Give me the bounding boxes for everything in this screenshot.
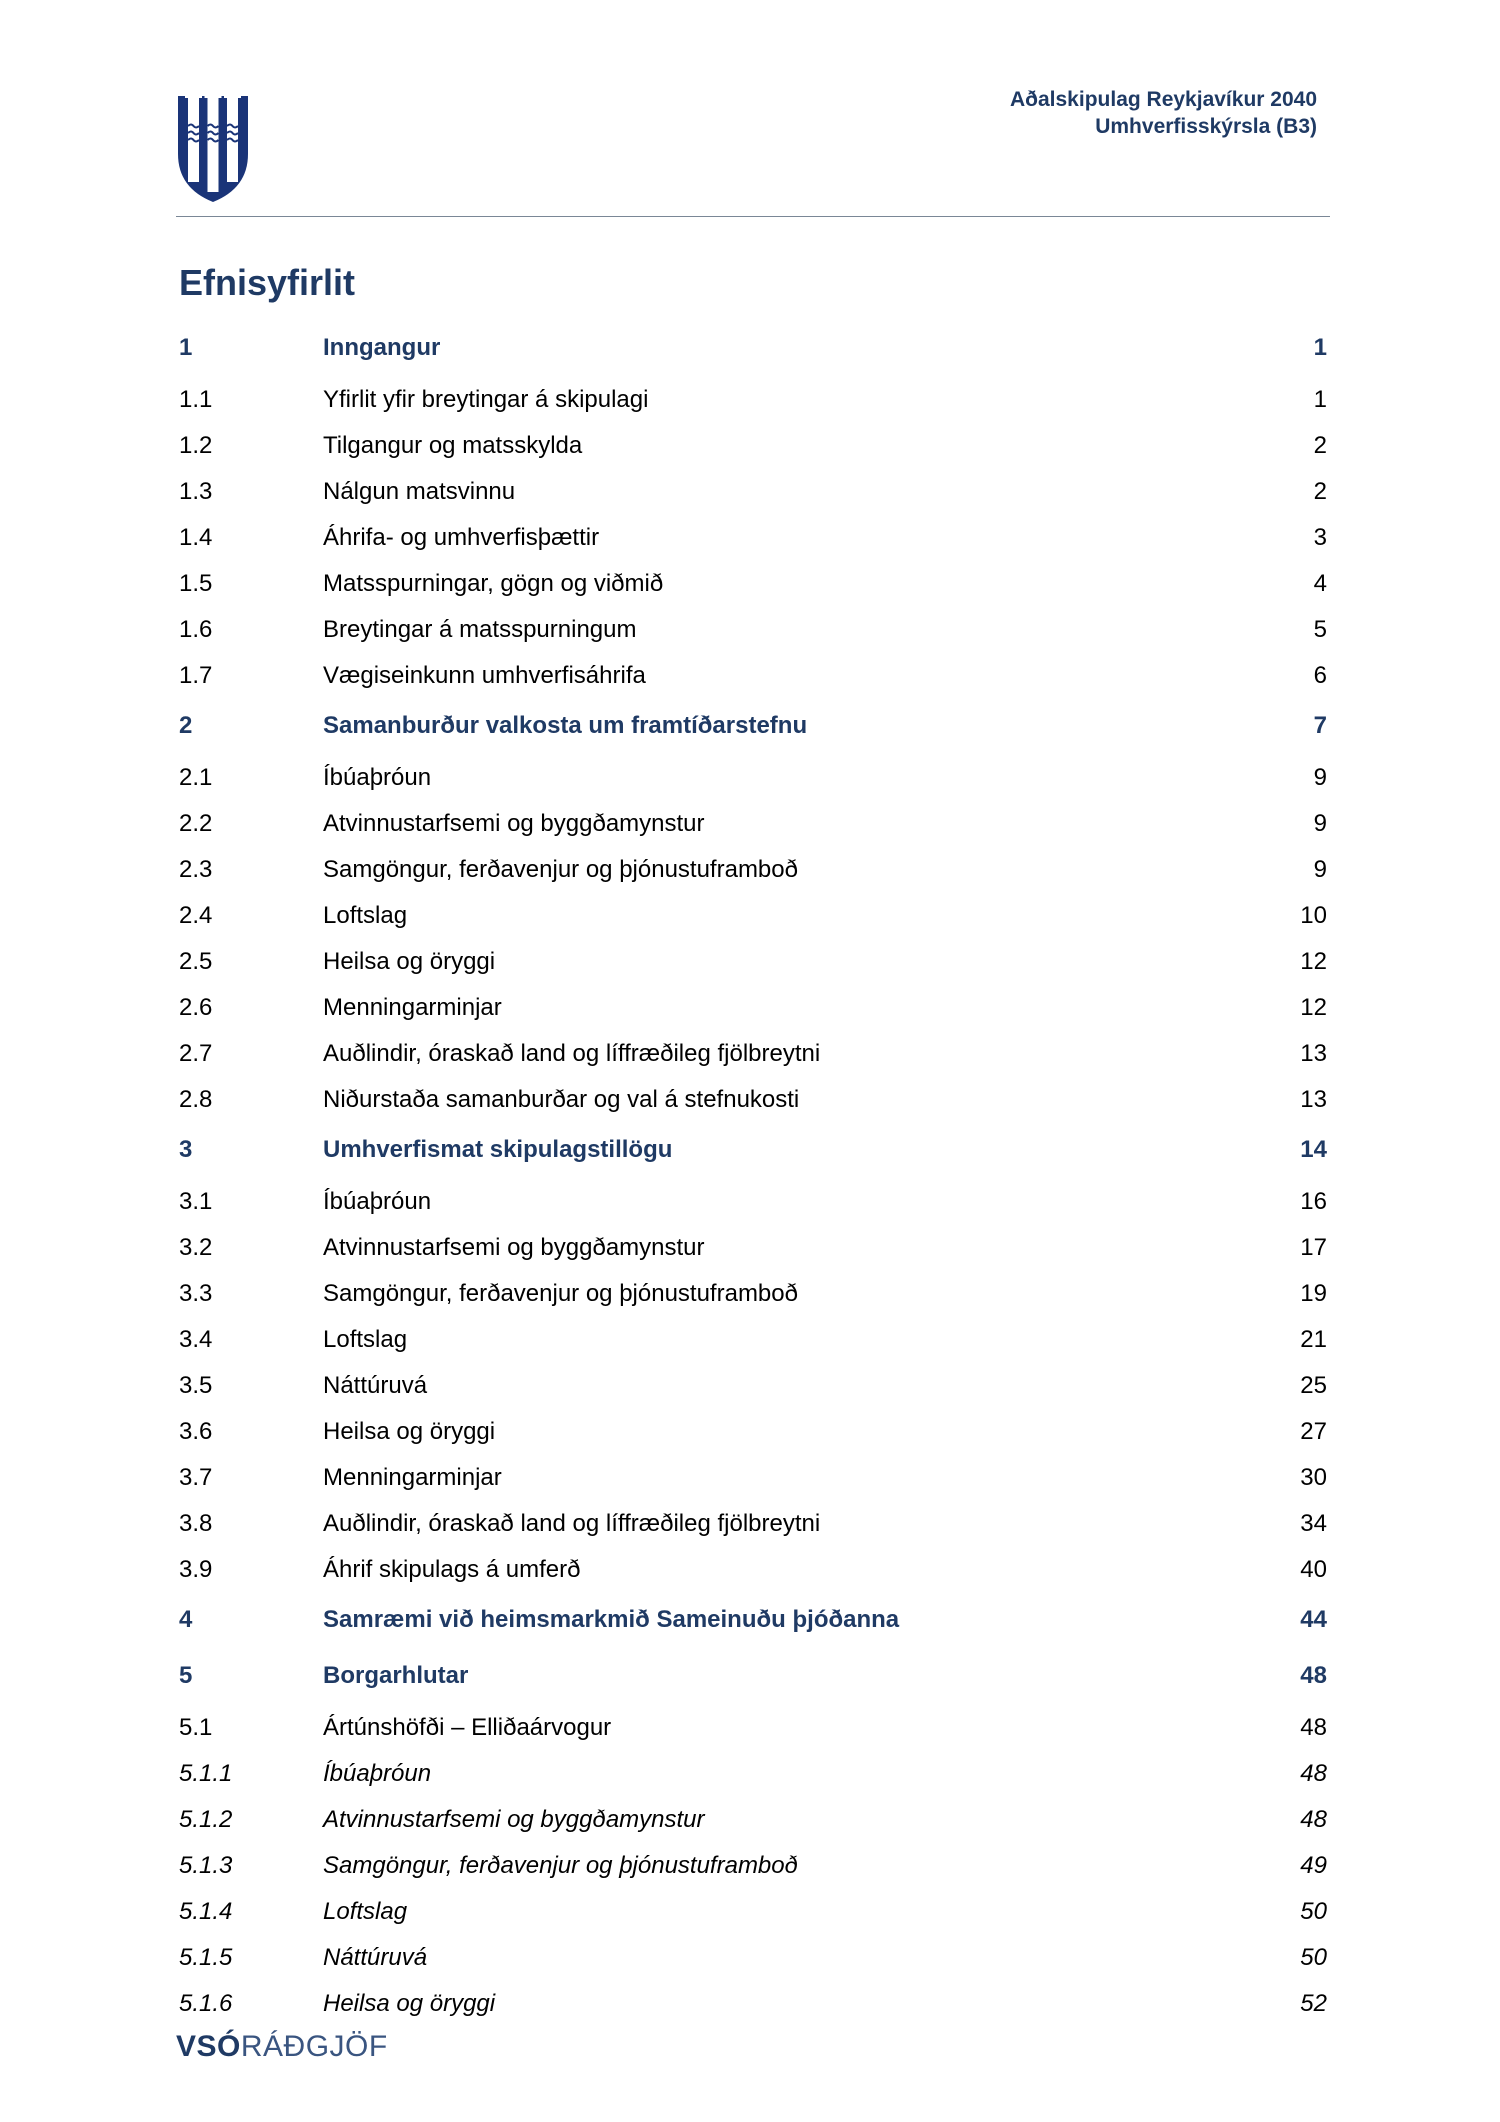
toc-entry[interactable] xyxy=(179,608,1327,654)
toc-entry[interactable] xyxy=(179,894,1327,940)
toc-entry-num: 5.1.4 xyxy=(179,1898,233,1925)
toc-entry-page: 4 xyxy=(1313,570,1327,597)
toc-entry-num: 3.5 xyxy=(179,1372,213,1399)
toc-entry[interactable] xyxy=(179,1844,1327,1890)
toc-entry-page: 5 xyxy=(1313,616,1327,643)
toc-entry-page: 48 xyxy=(1300,1806,1327,1833)
toc-entry[interactable] xyxy=(179,1602,1327,1650)
toc-entry[interactable] xyxy=(179,1032,1327,1078)
toc-entry[interactable] xyxy=(179,1890,1327,1936)
toc-entry-num: 3.7 xyxy=(179,1464,213,1491)
toc-entry-num: 2.1 xyxy=(179,764,213,791)
toc-entry-title: Tilgangur og matsskylda xyxy=(323,432,583,459)
toc-entry-page: 12 xyxy=(1300,994,1327,1021)
toc-entry-page: 52 xyxy=(1300,1990,1327,2017)
toc-entry-title: Atvinnustarfsemi og byggðamynstur xyxy=(323,1234,705,1261)
toc-entry[interactable] xyxy=(179,802,1327,848)
toc-entry[interactable] xyxy=(179,1132,1327,1180)
toc-entry-title: Íbúaþróun xyxy=(323,1188,432,1215)
toc-entry-title: Samgöngur, ferðavenjur og þjónustuframboð xyxy=(323,856,798,883)
toc-entry[interactable] xyxy=(179,1272,1327,1318)
toc-entry[interactable] xyxy=(179,1180,1327,1226)
header-divider xyxy=(176,216,1330,217)
toc-entry-page: 48 xyxy=(1300,1662,1327,1689)
toc-entry-title: Atvinnustarfsemi og byggðamynstur xyxy=(323,810,705,837)
toc-entry-title: Samræmi við heimsmarkmið Sameinuðu þjóðanna xyxy=(323,1606,900,1633)
toc-entry-page: 17 xyxy=(1300,1234,1327,1261)
footer-brand-bold: VSÓ xyxy=(176,2030,241,2063)
toc-entry-num: 5 xyxy=(179,1662,193,1689)
toc-entry-title: Náttúruvá xyxy=(323,1944,428,1971)
toc-title: Efnisyfirlit xyxy=(179,262,356,303)
toc-entry[interactable] xyxy=(179,1548,1327,1594)
header-line-1: Aðalskipulag Reykjavíkur 2040 xyxy=(1010,88,1317,111)
toc-entry-title: Loftslag xyxy=(323,1326,408,1353)
toc-entry-page: 27 xyxy=(1300,1418,1327,1445)
toc-entry[interactable] xyxy=(179,1318,1327,1364)
toc-entry-num: 5.1.3 xyxy=(179,1852,233,1879)
toc-entry-num: 3.8 xyxy=(179,1510,213,1537)
toc-entry-num: 1 xyxy=(179,334,193,361)
header-line-2: Umhverfisskýrsla (B3) xyxy=(1095,115,1317,138)
toc-entry[interactable] xyxy=(179,1502,1327,1548)
toc-entry-page: 9 xyxy=(1313,764,1327,791)
toc-entry-title: Heilsa og öryggi xyxy=(323,1418,496,1445)
toc-entry-page: 25 xyxy=(1300,1372,1327,1399)
toc-entry[interactable] xyxy=(179,986,1327,1032)
toc-entry-num: 3.6 xyxy=(179,1418,213,1445)
document-header xyxy=(1010,86,1317,140)
toc-entry-page: 3 xyxy=(1313,524,1327,551)
toc-entry-title: Náttúruvá xyxy=(323,1372,428,1399)
toc-entry-num: 5.1.5 xyxy=(179,1944,233,1971)
table-of-contents xyxy=(179,330,1327,2028)
toc-entry-page: 49 xyxy=(1300,1852,1327,1879)
toc-entry-num: 3.9 xyxy=(179,1556,213,1583)
toc-entry-page: 10 xyxy=(1300,902,1327,929)
toc-entry-title: Breytingar á matsspurningum xyxy=(323,616,637,643)
toc-entry-page: 34 xyxy=(1300,1510,1327,1537)
toc-entry-title: Atvinnustarfsemi og byggðamynstur xyxy=(323,1806,705,1833)
toc-entry[interactable] xyxy=(179,654,1327,700)
toc-entry-title: Samgöngur, ferðavenjur og þjónustuframboð xyxy=(323,1280,798,1307)
toc-entry[interactable] xyxy=(179,1364,1327,1410)
toc-entry[interactable] xyxy=(179,1982,1327,2028)
toc-entry[interactable] xyxy=(179,562,1327,608)
toc-entry-page: 13 xyxy=(1300,1040,1327,1067)
toc-entry-num: 5.1 xyxy=(179,1714,213,1741)
toc-entry[interactable] xyxy=(179,1456,1327,1502)
toc-entry-page: 19 xyxy=(1300,1280,1327,1307)
toc-entry-title: Íbúaþróun xyxy=(323,764,432,791)
toc-entry-title: Menningarminjar xyxy=(323,994,502,1021)
toc-entry-title: Niðurstaða samanburðar og val á stefnukosti xyxy=(323,1086,800,1113)
toc-entry-title: Loftslag xyxy=(323,902,408,929)
toc-entry-page: 40 xyxy=(1300,1556,1327,1583)
toc-entry[interactable] xyxy=(179,378,1327,424)
toc-entry-title: Auðlindir, óraskað land og líffræðileg fjölbreytni xyxy=(323,1040,821,1067)
toc-entry-num: 2.2 xyxy=(179,810,213,837)
toc-entry-page: 1 xyxy=(1313,334,1327,361)
toc-entry-page: 30 xyxy=(1300,1464,1327,1491)
toc-entry-num: 3 xyxy=(179,1136,193,1163)
toc-entry-page: 2 xyxy=(1313,432,1327,459)
toc-entry-num: 1.4 xyxy=(179,524,213,551)
toc-entry-page: 13 xyxy=(1300,1086,1327,1113)
footer-brand-logo xyxy=(176,2030,388,2064)
toc-entry-page: 1 xyxy=(1313,386,1327,413)
toc-entry-num: 3.3 xyxy=(179,1280,213,1307)
toc-entry-num: 1.2 xyxy=(179,432,213,459)
toc-entry-num: 5.1.2 xyxy=(179,1806,233,1833)
toc-entry-page: 6 xyxy=(1313,662,1327,689)
toc-entry[interactable] xyxy=(179,1936,1327,1982)
toc-entry[interactable] xyxy=(179,1078,1327,1124)
toc-entry[interactable] xyxy=(179,1658,1327,1706)
toc-entry-num: 3.2 xyxy=(179,1234,213,1261)
toc-entry-num: 1.3 xyxy=(179,478,213,505)
toc-entry-num: 4 xyxy=(179,1606,193,1633)
toc-entry-num: 2.5 xyxy=(179,948,213,975)
toc-entry[interactable] xyxy=(179,1410,1327,1456)
toc-entry-num: 1.5 xyxy=(179,570,213,597)
toc-entry-title: Heilsa og öryggi xyxy=(323,1990,496,2017)
reykjavik-coat-of-arms-icon xyxy=(176,92,250,204)
toc-entry[interactable] xyxy=(179,516,1327,562)
toc-entry-title: Auðlindir, óraskað land og líffræðileg fjölbreytni xyxy=(323,1510,821,1537)
toc-entry[interactable] xyxy=(179,708,1327,756)
toc-entry-title: Heilsa og öryggi xyxy=(323,948,496,975)
toc-entry-page: 16 xyxy=(1300,1188,1327,1215)
footer-brand-light: RÁÐGJÖF xyxy=(240,2030,388,2063)
toc-entry-title: Vægiseinkunn umhverfisáhrifa xyxy=(323,662,646,689)
toc-entry[interactable] xyxy=(179,1752,1327,1798)
toc-entry-title: Umhverfismat skipulagstillögu xyxy=(323,1136,673,1163)
toc-entry-title: Menningarminjar xyxy=(323,1464,502,1491)
toc-entry-num: 2.3 xyxy=(179,856,213,883)
toc-entry-num: 5.1.1 xyxy=(179,1760,233,1787)
toc-entry-title: Ártúnshöfði – Elliðaárvogur xyxy=(323,1714,612,1741)
toc-entry-title: Nálgun matsvinnu xyxy=(323,478,516,505)
toc-entry-title: Loftslag xyxy=(323,1898,408,1925)
toc-entry-page: 7 xyxy=(1313,712,1327,739)
toc-entry[interactable] xyxy=(179,1798,1327,1844)
toc-entry[interactable] xyxy=(179,756,1327,802)
toc-entry-page: 9 xyxy=(1313,856,1327,883)
toc-entry-title: Borgarhlutar xyxy=(323,1662,469,1689)
toc-entry-num: 1.1 xyxy=(179,386,213,413)
toc-entry-page: 9 xyxy=(1313,810,1327,837)
toc-entry[interactable] xyxy=(179,1706,1327,1752)
toc-entry[interactable] xyxy=(179,848,1327,894)
toc-entry-page: 48 xyxy=(1300,1714,1327,1741)
toc-entry-num: 5.1.6 xyxy=(179,1990,233,2017)
toc-entry-title: Íbúaþróun xyxy=(323,1760,432,1787)
toc-entry[interactable] xyxy=(179,940,1327,986)
toc-entry-num: 2.7 xyxy=(179,1040,213,1067)
toc-entry-title: Inngangur xyxy=(323,334,441,361)
toc-entry-page: 48 xyxy=(1300,1760,1327,1787)
toc-entry-page: 2 xyxy=(1313,478,1327,505)
toc-entry[interactable] xyxy=(179,330,1327,378)
toc-entry-page: 21 xyxy=(1300,1326,1327,1353)
toc-entry-num: 2.4 xyxy=(179,902,213,929)
toc-entry-num: 2 xyxy=(179,712,193,739)
toc-entry-page: 44 xyxy=(1300,1606,1327,1633)
toc-entry-title: Áhrifa- og umhverfisþættir xyxy=(323,524,600,551)
toc-entry-num: 3.1 xyxy=(179,1188,213,1215)
toc-entry-title: Samgöngur, ferðavenjur og þjónustuframboð xyxy=(323,1852,798,1879)
toc-entry-num: 1.7 xyxy=(179,662,213,689)
toc-entry-page: 50 xyxy=(1300,1898,1327,1925)
toc-entry-num: 2.6 xyxy=(179,994,213,1021)
toc-entry-num: 1.6 xyxy=(179,616,213,643)
toc-entry-page: 50 xyxy=(1300,1944,1327,1971)
toc-entry-num: 2.8 xyxy=(179,1086,213,1113)
toc-entry-title: Matsspurningar, gögn og viðmið xyxy=(323,570,664,597)
toc-entry-title: Áhrif skipulags á umferð xyxy=(323,1556,581,1583)
toc-entry-num: 3.4 xyxy=(179,1326,213,1353)
toc-entry[interactable] xyxy=(179,424,1327,470)
toc-entry-title: Samanburður valkosta um framtíðarstefnu xyxy=(323,712,808,739)
toc-entry-page: 14 xyxy=(1300,1136,1327,1163)
toc-entry-page: 12 xyxy=(1300,948,1327,975)
toc-entry[interactable] xyxy=(179,1226,1327,1272)
toc-entry[interactable] xyxy=(179,470,1327,516)
toc-entry-title: Yfirlit yfir breytingar á skipulagi xyxy=(323,386,649,413)
